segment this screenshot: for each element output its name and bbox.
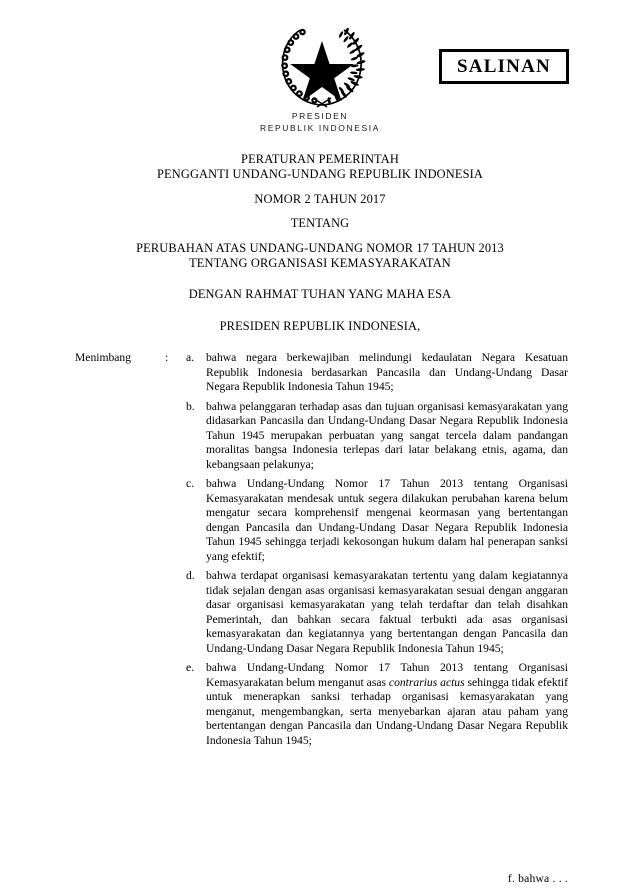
salinan-stamp [439,49,569,84]
menimbang-label: Menimbang [75,351,132,365]
menimbang-colon: : [165,351,169,365]
title-spacer-2 [0,207,640,216]
emblem-caption [0,111,640,134]
emblem-caption-line-2: REPUBLIK INDONESIA [260,122,380,133]
title-line-nomor: NOMOR 2 TAHUN 2017 [254,191,386,206]
title-spacer-1 [0,183,640,192]
title-line-presiden-ri: PRESIDEN REPUBLIK INDONESIA, [219,318,421,333]
clause-marker-d: d. [186,569,195,583]
title-line-perubahan: PERUBAHAN ATAS UNDANG-UNDANG NOMOR 17 TAHUN 2013 [136,240,504,255]
clause-e-part-2: sehingga tidak efektif untuk menerapkan sanksi terhadap organisasi kemasyarakatan yang menganut, mengembangkan, serta menyebarkan ajaran atau paham yang bertentangan dengan Pancasila dan Undang-Undang Dasar Negara Republik Indonesia Tahun 1945; [206,675,569,747]
title-spacer-6 [0,303,640,312]
title-spacer-3 [0,232,640,241]
title-line-dengan-rahmat: DENGAN RAHMAT TUHAN YANG MAHA ESA [188,287,452,302]
title-spacer-7 [0,312,640,319]
title-line-tentang: TENTANG [290,216,350,231]
clause-e-part-1: bahwa Undang-Undang Nomor 17 Tahun 2013 tentang Organisasi Kemasyarakatan belum menganut asas [206,661,568,689]
clause-row [0,660,640,749]
indonesian-presidential-seal-icon [272,24,372,110]
clause-text-b: bahwa pelanggaran terhadap asas dan tujuan organisasi kemasyarakatan yang didasarkan Pancasila dan Undang-Undang Dasar Negara Republik Indonesia Tahun 1945 merupakan perbuatan yang sangat tercela dalam pandangan moralitas bangsa Indonesia terlepas dari latar belakang etnis, agama, dan kebangsaan pelakunya; [206,399,568,471]
title-line-peraturan-pemerintah: PERATURAN PEMERINTAH [241,152,399,166]
title-line-organisasi: TENTANG ORGANISASI KEMASYARAKATAN [189,256,451,271]
clause-row [0,476,640,565]
clause-e-latin-term: contrarius actus [388,675,465,689]
clause-text-e [206,661,568,748]
considerations-section [0,350,640,749]
clause-marker-e: e. [186,661,195,675]
title-spacer-4 [0,271,640,280]
clause-marker-a: a. [186,351,195,365]
clause-text-a: bahwa negara berkewajiban melindungi kedaulatan Negara Kesatuan Republik Indonesia berdasarkan Pancasila dan Undang-Undang Dasar Negara Republik Indonesia Tahun 1945; [206,351,568,394]
clause-text-c: bahwa Undang-Undang Nomor 17 Tahun 2013 tentang Organisasi Kemasyarakatan mendesak untuk segera dilakukan perubahan karena belum mengatur secara komprehensif mengenai keormasan yang bertentangan dengan Pancasila dan Undang-Undang Dasar Negara Republik Indonesia Tahun 1945 sehingga terjadi kekosongan hukum dalam hal penerapan sanksi yang efektif; [206,477,568,563]
salinan-stamp-label: SALINAN [457,55,551,77]
document-title-block [0,152,640,334]
title-spacer-5 [0,280,640,287]
document-header [0,0,640,140]
clause-row [0,350,640,396]
title-line-pengganti-uu: PENGGANTI UNDANG-UNDANG REPUBLIK INDONESIA [156,167,484,182]
clause-marker-b: b. [186,399,195,413]
emblem-caption-line-1: PRESIDEN [291,111,349,121]
considerations-table [0,350,640,749]
clause-text-d: bahwa terdapat organisasi kemasyarakatan tertentu yang dalam kegiatannya tidak sejalan dengan asas organisasi kemasyarakatan sesuai dengan anggaran dasar organisasi kemasyarakatan yang telah terdaftar dan telah disahkan Pemerintah, dan bahkan secara faktual terbukti ada asas organisasi kemasyarakatan dan kegiatannya yang bertentangan dengan Pancasila dan Undang-Undang Dasar Negara Republik Indonesia Tahun 1945; [206,569,568,655]
page-catchword: f. bahwa . . . [507,871,568,885]
clause-marker-c: c. [186,477,195,491]
clause-row [0,568,640,657]
clause-row [0,399,640,474]
